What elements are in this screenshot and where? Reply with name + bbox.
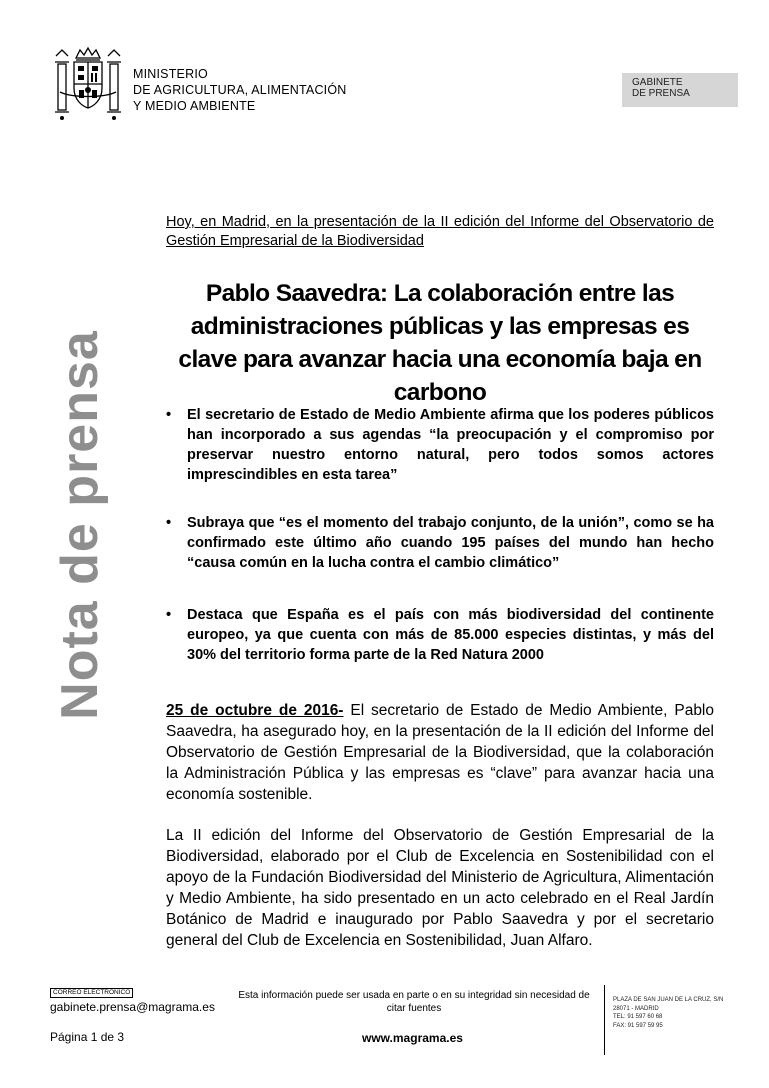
footer-divider <box>604 985 605 1055</box>
bullet-item <box>166 513 714 573</box>
bullet-list <box>166 405 714 665</box>
bullet-dot: • <box>166 607 172 623</box>
address-line: PLAZA DE SAN JUAN DE LA CRUZ, S/N <box>613 997 724 1003</box>
body-paragraph: La II edición del Informe del Observatorio de Gestión Empresarial de la Biodiversidad, elaborado por el Club de Excelencia en Sostenibilidad con el apoyo de la Fundación Biodiversidad del Ministerio de Agricultura, Alimentación y Medio Ambiente, ha sido presentado en un acto celebrado en el Real Jardín Botánico de Madrid e inaugurado por Pablo Saavedra y por el secretario general del Club de Excelencia en Sostenibilidad, Juan Alfaro. <box>166 827 714 949</box>
side-label <box>35 330 125 720</box>
address-line: 28071 - MADRID <box>613 1005 659 1012</box>
coat-of-arms-icon <box>52 44 124 124</box>
usage-disclaimer: Esta información puede ser usada en parte o en su integridad sin necesidad de citar fuentes <box>238 990 590 1014</box>
bullet-text: Subraya que “es el momento del trabajo conjunto, de la unión”, como se ha confirmado este último año cuando 195 países del mundo han hecho “causa común en la lucha contra el cambio climático” <box>187 515 714 571</box>
ministry-line: MINISTERIO <box>133 67 208 81</box>
press-office-line: GABINETE <box>632 77 683 88</box>
address-line: TEL: 91 597 60 68 <box>613 1014 663 1020</box>
ministry-name <box>133 66 347 114</box>
paragraph-text: El secretario de Estado de Medio Ambiente, Pablo Saavedra, ha asegurado hoy, en la presentación de la II edición del Informe del Observatorio de Gestión Empresarial de la Biodiversidad, que la colaboración la Administración Pública y las empresas es “clave” para avanzar hacia una economía sostenible. <box>166 702 714 803</box>
bullet-item <box>166 605 714 665</box>
press-office-box <box>622 73 738 107</box>
page-number: Página 1 de 3 <box>50 1030 125 1044</box>
bullet-item <box>166 405 714 485</box>
coat-of-arms-logo <box>52 44 124 124</box>
bullet-text: El secretario de Estado de Medio Ambiente afirma que los poderes públicos han incorporado a sus agendas “la preocupación y el compromiso por preservar nuestro entorno natural, pero todos somos actores imprescindibles en esta tarea” <box>187 407 714 483</box>
website-link[interactable]: www.magrama.es <box>362 1031 463 1045</box>
release-date: 25 de octubre de 2016- <box>166 702 344 719</box>
context-line: Hoy, en Madrid, en la presentación de la II edición del Informe del Observatorio de Gestión Empresarial de la Biodiversidad <box>166 214 714 249</box>
bullet-dot: • <box>166 407 172 423</box>
bullet-text: Destaca que España es el país con más biodiversidad del continente europeo, ya que cuenta con más de 85.000 especies distintas, y más del 30% del territorio forma parte de la Red Natura 2000 <box>187 607 714 663</box>
ministry-line: Y MEDIO AMBIENTE <box>133 99 256 113</box>
bullet-dot: • <box>166 515 172 531</box>
press-office-line: DE PRENSA <box>632 88 690 99</box>
email-label: CORREO ELECTRÓNICO <box>50 988 133 998</box>
body-paragraph <box>166 700 714 805</box>
email-link[interactable]: gabinete.prensa@magrama.es <box>50 1000 215 1014</box>
address-line: FAX: 91 597 59 95 <box>613 1022 663 1029</box>
ministry-line: DE AGRICULTURA, ALIMENTACIÓN <box>133 83 347 97</box>
side-label-text: Nota de prensa <box>51 330 109 720</box>
headline: Pablo Saavedra: La colaboración entre las administraciones públicas y las empresas es clave para avanzar hacia una economía baja en carbono <box>178 280 702 406</box>
address-block <box>613 996 723 1030</box>
